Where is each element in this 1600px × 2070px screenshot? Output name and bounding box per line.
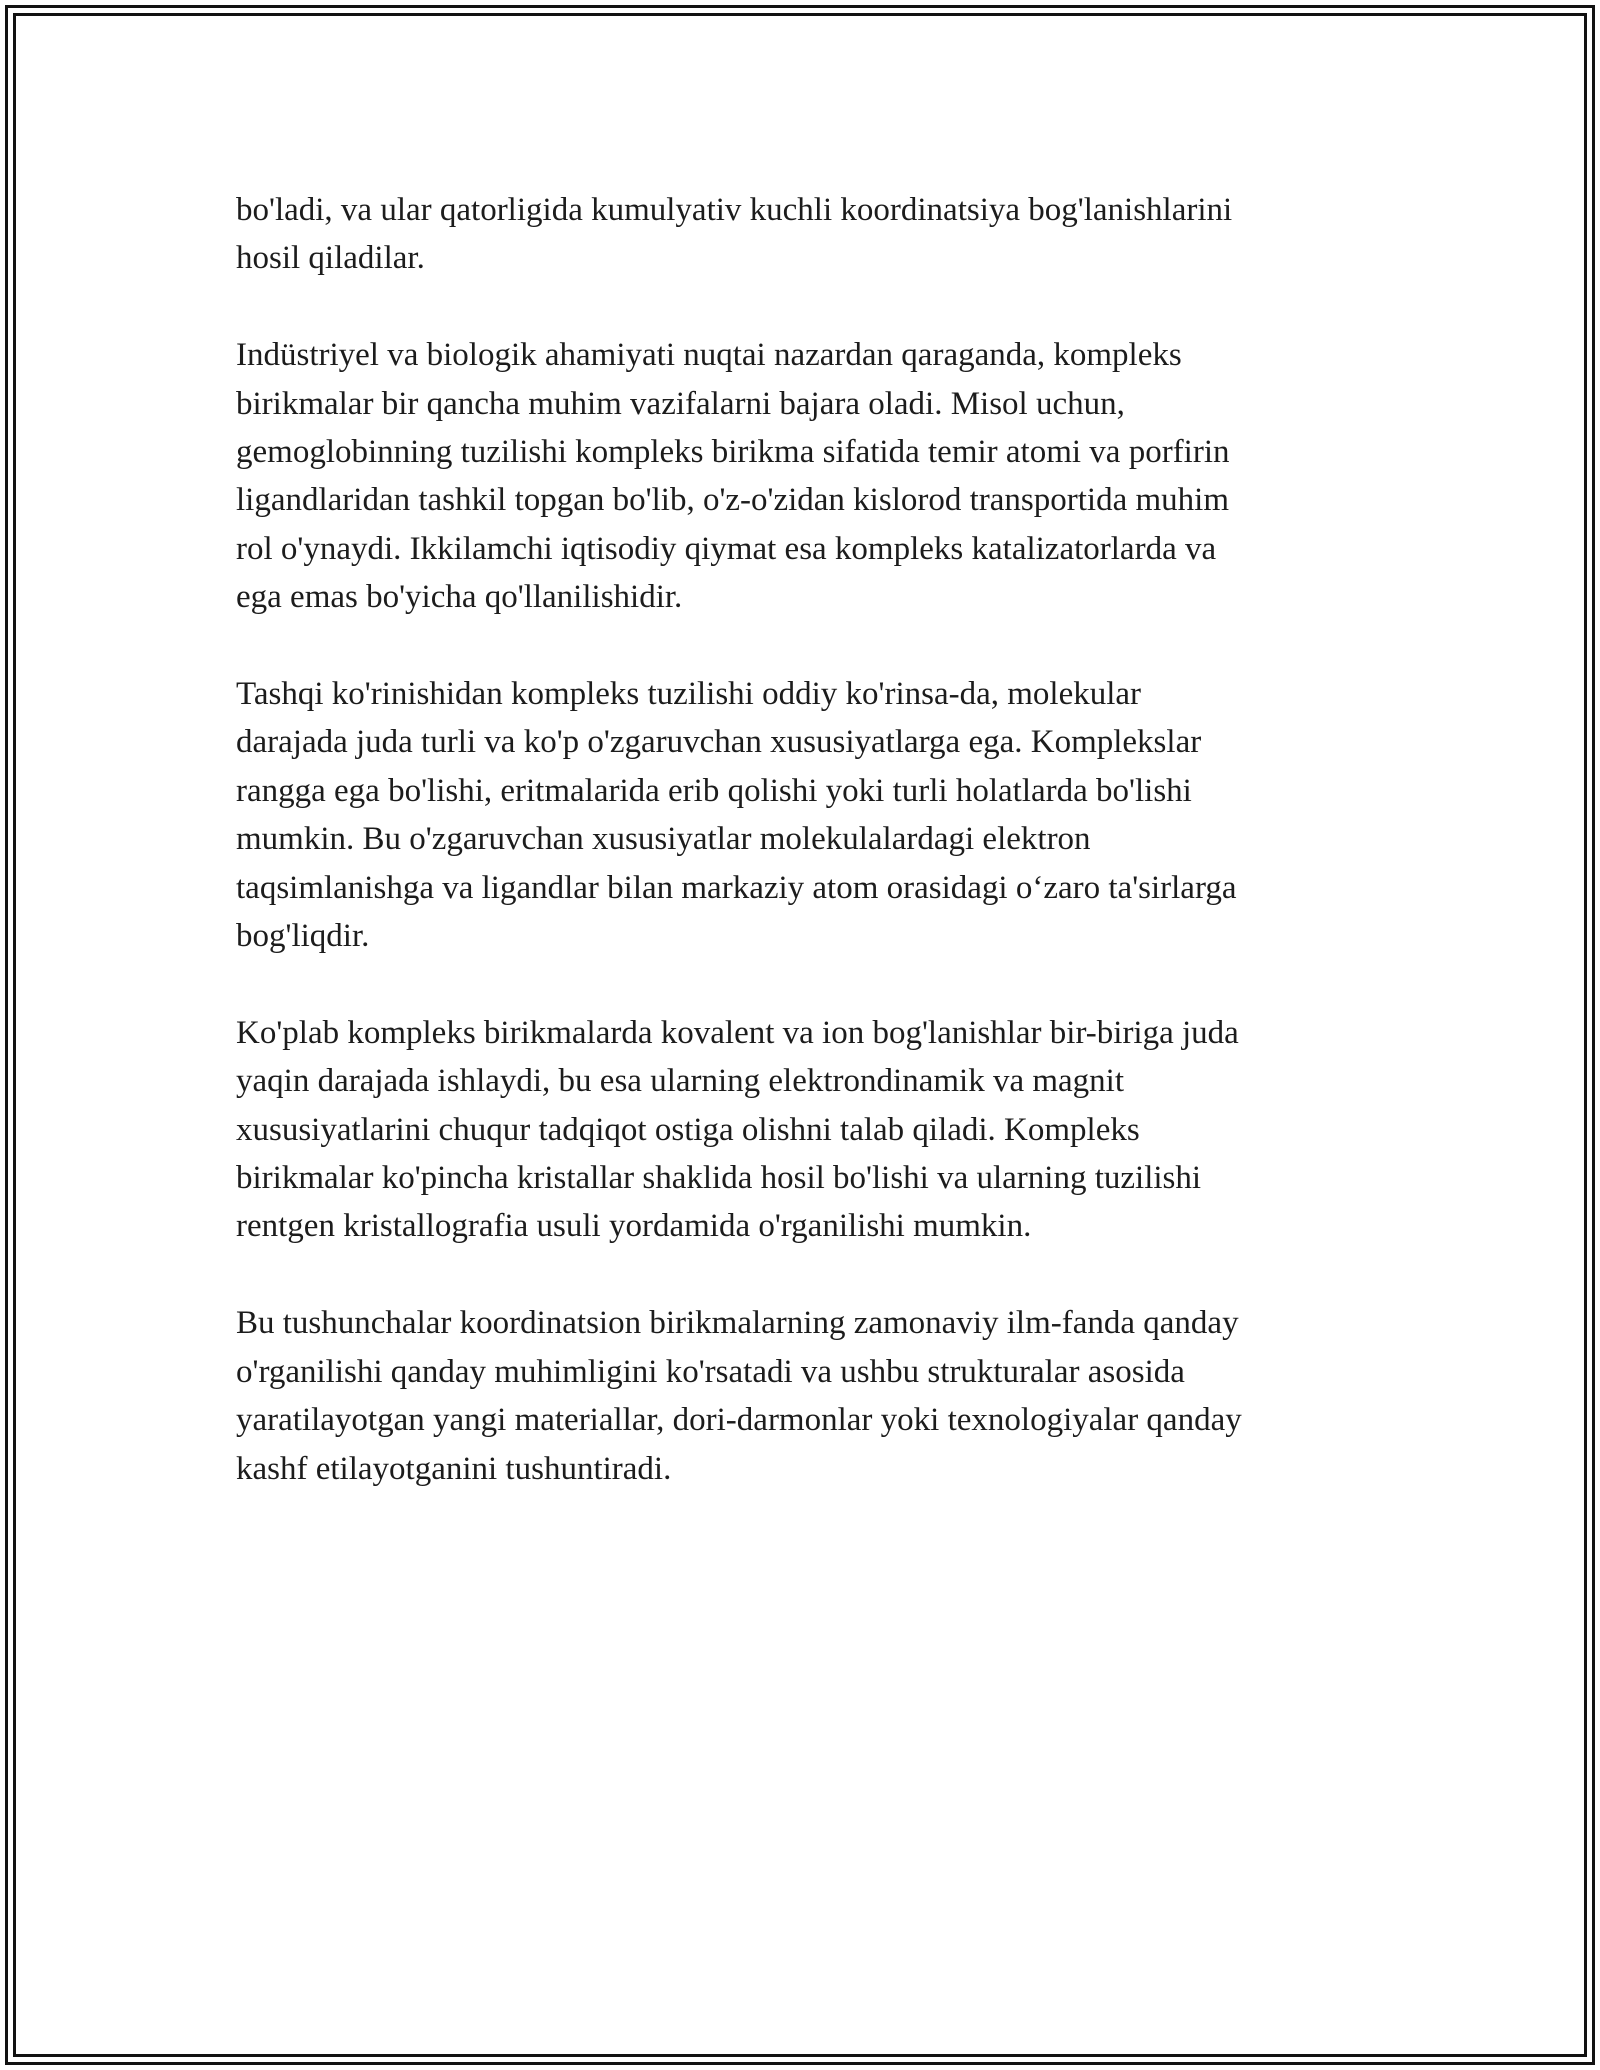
text-line: bog'liqdir. (236, 918, 370, 955)
text-line: Tashqi ko'rinishidan kompleks tuzilishi oddiy ko'rinsa-da, molekular (236, 676, 1142, 713)
text-line: kashf etilayotganini tushuntiradi. (236, 1450, 672, 1487)
text-line: Bu tushunchalar koordinatsion birikmalarning zamonaviy ilm-fanda qanday (236, 1305, 1239, 1342)
text-line: taqsimlanishga va ligandlar bilan markaziy atom orasidagi o‘zaro ta'sirlarga (236, 869, 1237, 906)
paragraph-4 (236, 1009, 1366, 1251)
text-line: Ko'plab kompleks birikmalarda kovalent va ion bog'lanishlar bir-biriga juda (236, 1014, 1239, 1051)
text-line: ligandlaridan tashkil topgan bo'lib, o'z-o'zidan kislorod transportida muhim (236, 482, 1229, 519)
text-line: Indüstriyel va biologik ahamiyati nuqtai nazardan qaraganda, kompleks (236, 337, 1182, 374)
text-line: mumkin. Bu o'zgaruvchan xususiyatlar molekulalardagi elektron (236, 821, 1091, 858)
text-line: birikmalar ko'pincha kristallar shaklida hosil bo'lishi va ularning tuzilishi (236, 1160, 1202, 1197)
text-line: rentgen kristallografia usuli yordamida o'rganilishi mumkin. (236, 1208, 1032, 1245)
text-line: rangga ega bo'lishi, eritmalarida erib qolishi yoki turli holatlarda bo'lishi (236, 772, 1192, 809)
paragraph-2 (236, 331, 1366, 621)
text-line: bo'ladi, va ular qatorligida kumulyativ kuchli koordinatsiya bog'lanishlarini (236, 192, 1233, 228)
paragraph-3 (236, 670, 1366, 960)
paragraph-5 (236, 1299, 1366, 1493)
text-line: darajada juda turli va ko'p o'zgaruvchan xususiyatlarga ega. Komplekslar (236, 724, 1202, 761)
text-line: gemoglobinning tuzilishi kompleks birikma sifatida temir atomi va porfirin (236, 434, 1230, 471)
text-line: yaratilayotgan yangi materiallar, dori-darmonlar yoki texnologiyalar qanday (236, 1402, 1242, 1439)
document-body (236, 186, 1366, 1541)
text-line: xususiyatlarini chuqur tadqiqot ostiga olishni talab qiladi. Kompleks (236, 1111, 1140, 1148)
text-line: hosil qiladilar. (236, 240, 425, 277)
text-line: yaqin darajada ishlaydi, bu esa ularning elektrondinamik va magnit (236, 1063, 1124, 1100)
text-line: birikmalar bir qancha muhim vazifalarni bajara oladi. Misol uchun, (236, 385, 1125, 422)
text-line: rol o'ynaydi. Ikkilamchi iqtisodiy qiymat esa kompleks katalizatorlarda va (236, 530, 1217, 567)
paragraph-1 (236, 186, 1366, 283)
text-line: ega emas bo'yicha qo'llanilishidir. (236, 579, 683, 616)
text-line: o'rganilishi qanday muhimligini ko'rsatadi va ushbu strukturalar asosida (236, 1353, 1185, 1390)
